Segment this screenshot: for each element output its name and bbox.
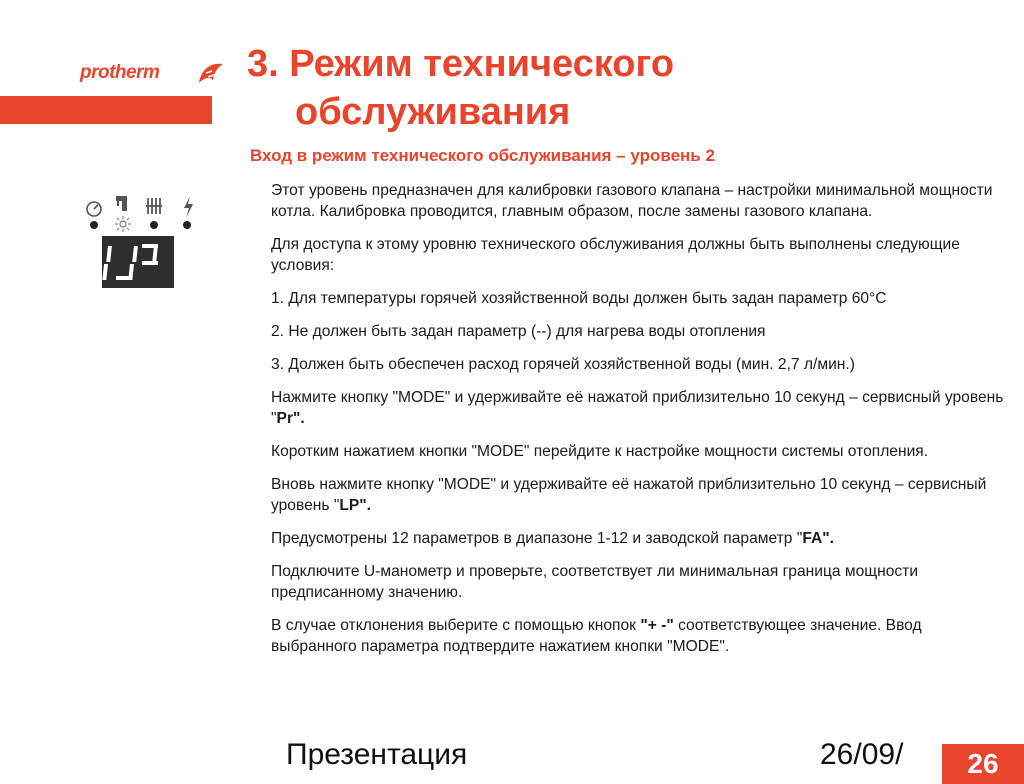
gauge-icon	[87, 202, 101, 216]
indicator-dot	[150, 221, 158, 229]
page-number-badge: 26	[942, 744, 1024, 784]
footer-date: 26/09/	[820, 740, 903, 770]
paragraph-deviation: В случае отклонения выберите с помощью кнопок "+ -" соответствующее значение. Ввод выбранного параметра подтвердите нажатием кнопки "MODE".	[271, 615, 1006, 657]
protherm-logo	[78, 58, 228, 94]
lightning-icon	[184, 196, 193, 218]
logo-text: protherm	[80, 62, 159, 84]
title-line-1: 3. Режим технического	[247, 43, 674, 85]
footer-presentation-label: Презентация	[286, 740, 467, 770]
condition-3: 3. Должен быть обеспечен расход горячей хозяйственной воды (мин. 2,7 л/мин.)	[271, 354, 1006, 375]
indicator-dot	[183, 221, 191, 229]
boiler-display-panel	[80, 188, 204, 292]
paragraph-conditions: Для доступа к этому уровню технического обслуживания должны быть выполнены следующие условия:	[271, 234, 1006, 276]
title-line-2: обслуживания	[247, 88, 674, 136]
tiger-logo-icon	[196, 58, 226, 88]
tap-icon	[116, 196, 127, 211]
paragraph-press-mode: Нажмите кнопку "MODE" и удерживайте её нажатой приблизительно 10 секунд – сервисный уровень "Pr".	[271, 387, 1006, 429]
content-body	[271, 180, 1006, 669]
radiator-icon	[146, 198, 162, 214]
paragraph-purpose: Этот уровень предназначен для калибровки газового клапана – настройки минимальной мощности котла. Калибровка проводится, главным образом, после замены газового клапана.	[271, 180, 1006, 222]
paragraph-press-again: Вновь нажмите кнопку "MODE" и удерживайте её нажатой приблизительно 10 секунд – сервисный уровень "LP".	[271, 474, 1006, 516]
indicator-dot	[90, 221, 98, 229]
logo-band	[0, 96, 212, 124]
condition-2: 2. Не должен быть задан параметр (--) для нагрева воды отопления	[271, 321, 1006, 342]
segment-display	[102, 236, 174, 288]
paragraph-manometer: Подключите U-манометр и проверьте, соответствует ли минимальная граница мощности предписанному значению.	[271, 561, 1006, 603]
condition-1: 1. Для температуры горячей хозяйственной воды должен быть задан параметр 60°C	[271, 288, 1006, 309]
page-title	[247, 40, 674, 136]
section-subtitle: Вход в режим технического обслуживания – уровень 2	[250, 146, 715, 166]
paragraph-short-press: Коротким нажатием кнопки "MODE" перейдите к настройке мощности системы отопления.	[271, 441, 1006, 462]
paragraph-parameters: Предусмотрены 12 параметров в диапазоне 1-12 и заводской параметр "FA".	[271, 528, 1006, 549]
